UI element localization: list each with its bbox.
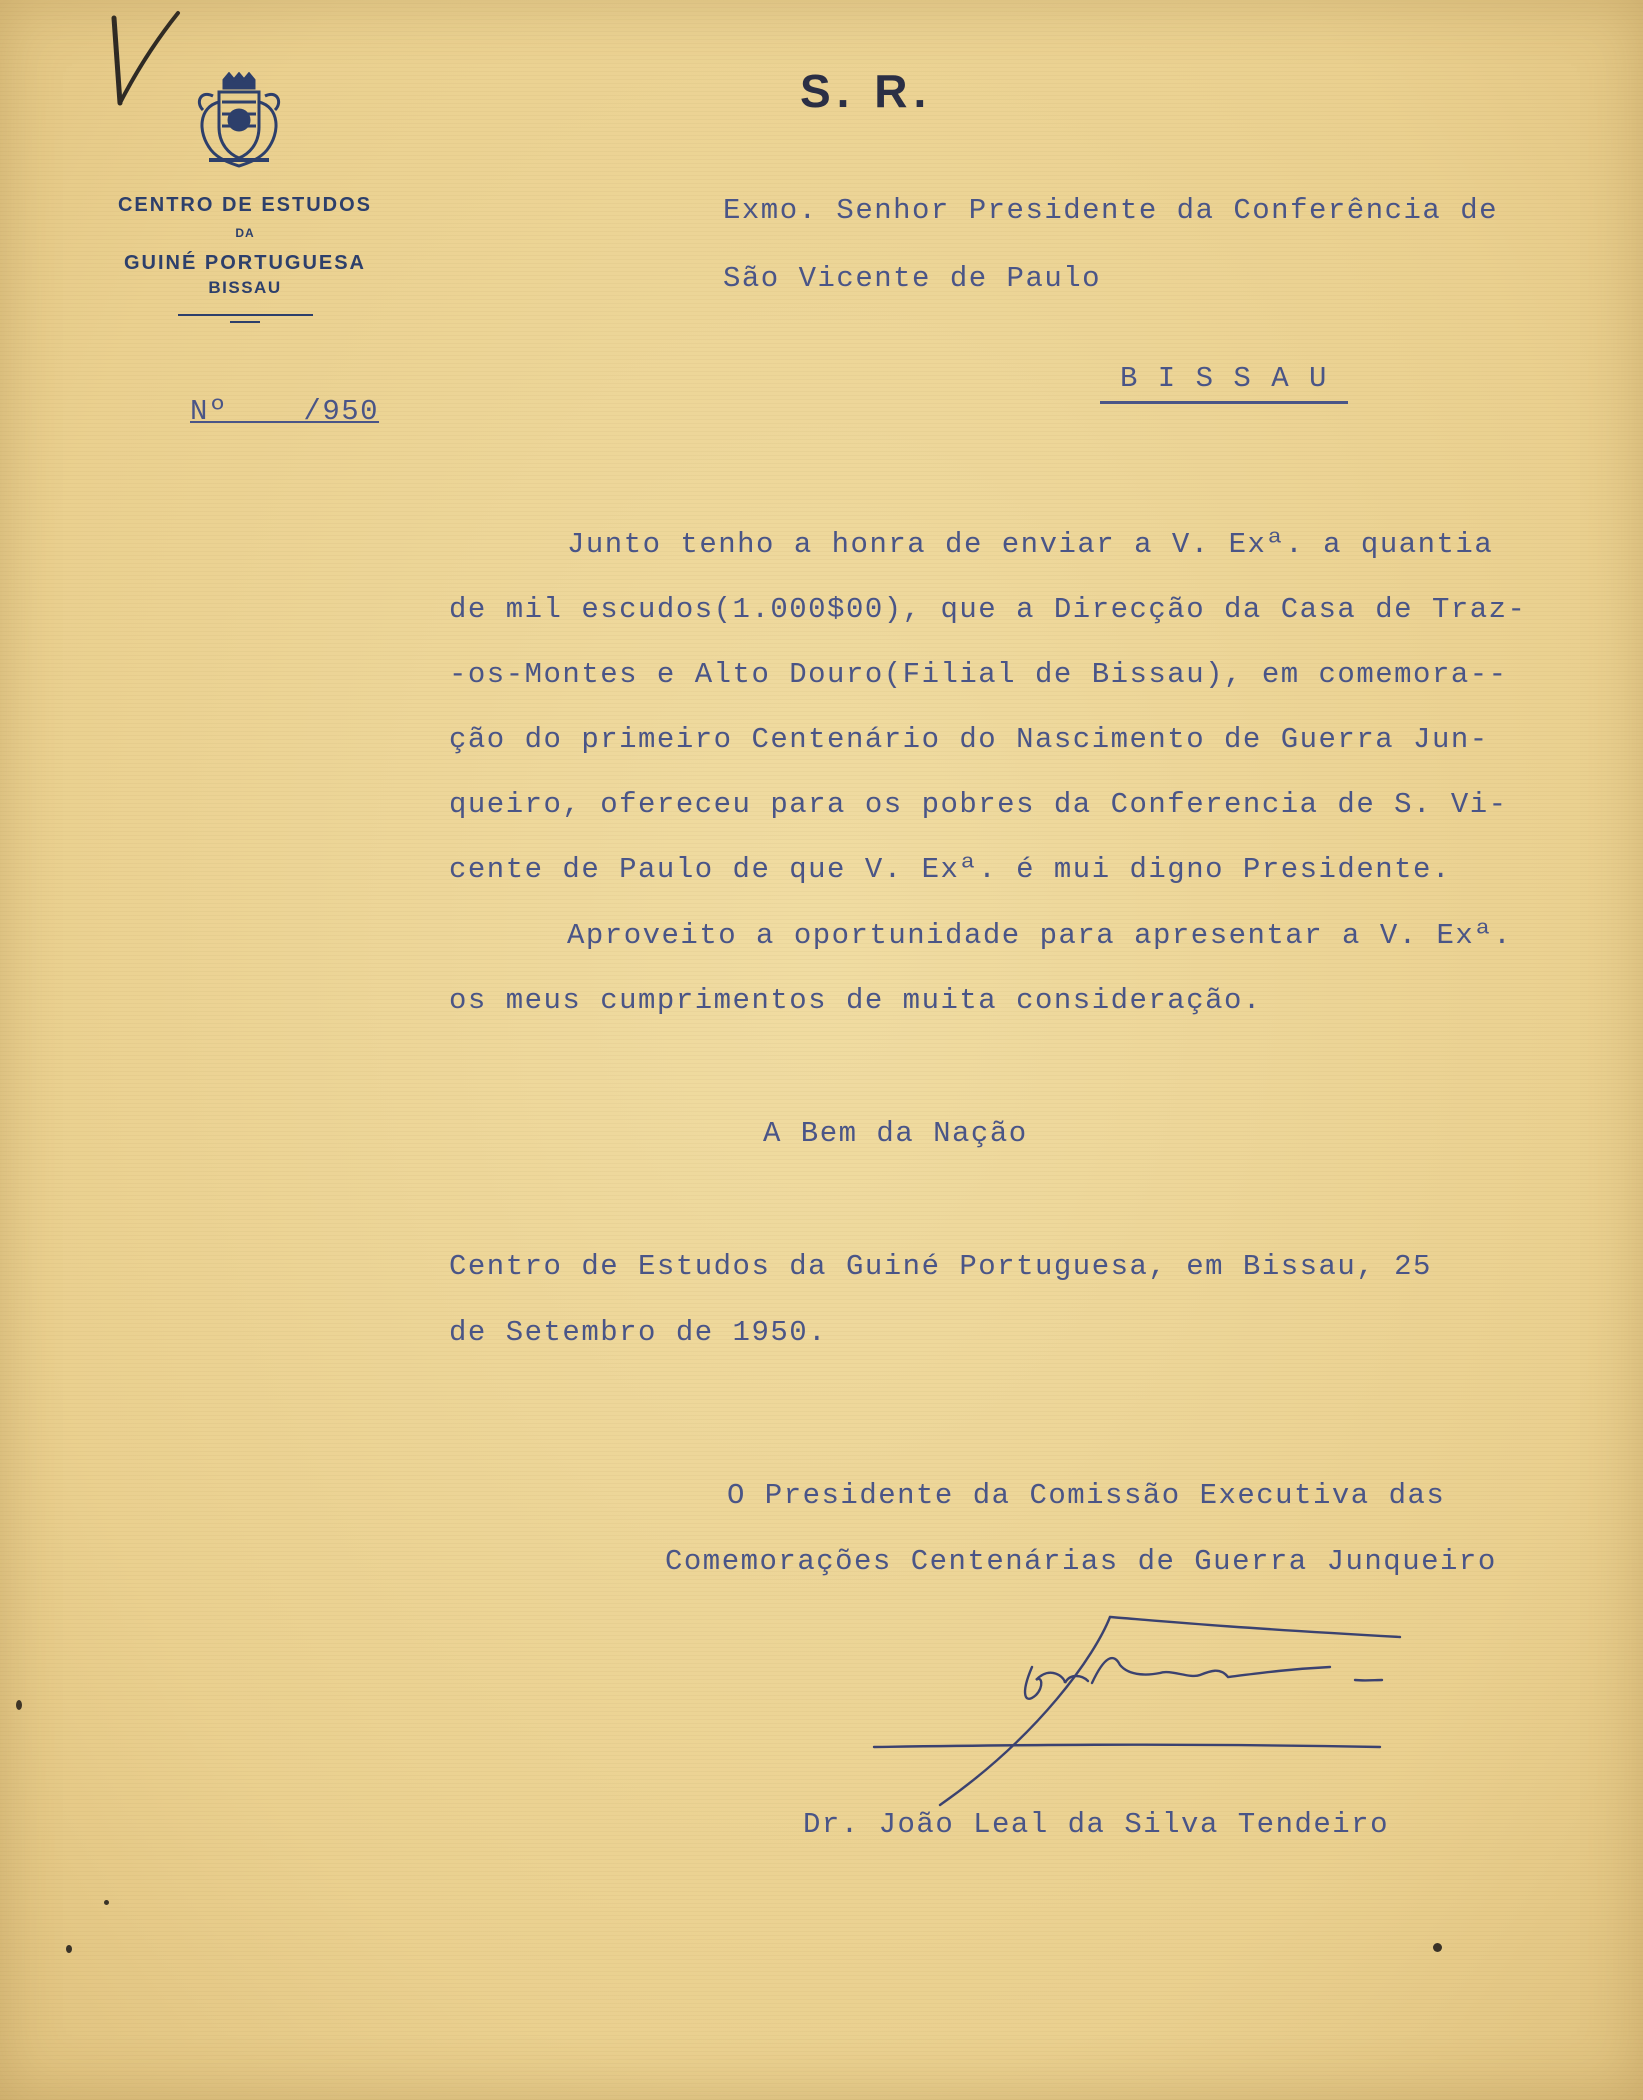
signatory-title-line-1: O Presidente da Comissão Executiva das xyxy=(727,1479,1446,1512)
letterhead-rule-short xyxy=(230,321,260,323)
letterhead-rule xyxy=(178,314,313,316)
signatory-name: Dr. João Leal da Silva Tendeiro xyxy=(803,1808,1389,1841)
top-mark: S. R. xyxy=(800,65,933,117)
place-date-line: Centro de Estudos da Guiné Portuguesa, em Bissau, 25 xyxy=(449,1250,1432,1283)
handwritten-check-mark xyxy=(108,8,188,108)
letterhead-line-4: BISSAU xyxy=(208,278,282,297)
place-date-line: de Setembro de 1950. xyxy=(449,1316,828,1349)
body-line: os meus cumprimentos de muita consideração. xyxy=(449,984,1262,1017)
paper-speck xyxy=(104,1900,109,1905)
handwritten-signature xyxy=(860,1595,1420,1820)
body-line: de mil escudos(1.000$00), que a Direcção da Casa de Traz- xyxy=(449,593,1527,626)
paper-speck xyxy=(1433,1943,1442,1952)
addressee-line-1: Exmo. Senhor Presidente da Conferência de xyxy=(723,194,1499,227)
body-line: Junto tenho a honra de enviar a V. Exª. a quantia xyxy=(567,528,1494,561)
body-line: ção do primeiro Centenário do Nascimento de Guerra Jun- xyxy=(449,723,1489,756)
body-line: queiro, ofereceu para os pobres da Conferencia de S. Vi- xyxy=(449,788,1508,821)
letterhead xyxy=(80,193,410,313)
paper-speck xyxy=(66,1945,72,1953)
body-line: Aproveito a oportunidade para apresentar a V. Exª. xyxy=(567,919,1513,952)
letterhead-line-3: GUINÉ PORTUGUESA xyxy=(123,252,367,274)
body-line: -os-Montes e Alto Douro(Filial de Bissau), em comemora-- xyxy=(449,658,1508,691)
closing-formula: A Bem da Nação xyxy=(763,1117,1028,1150)
addressee-city: B I S S A U xyxy=(1100,364,1348,404)
signatory-title-line-2: Comemorações Centenárias de Guerra Junqueiro xyxy=(665,1545,1497,1578)
coat-of-arms-emblem xyxy=(189,72,289,170)
addressee-line-2: São Vicente de Paulo xyxy=(723,262,1102,295)
paper-speck xyxy=(16,1700,22,1710)
letterhead-line-1: CENTRO DE ESTUDOS xyxy=(117,194,373,216)
body-line: cente de Paulo de que V. Exª. é mui digno Presidente. xyxy=(449,853,1451,886)
letterhead-line-2: DA xyxy=(235,226,255,240)
reference-number: Nº /950 xyxy=(190,395,380,428)
